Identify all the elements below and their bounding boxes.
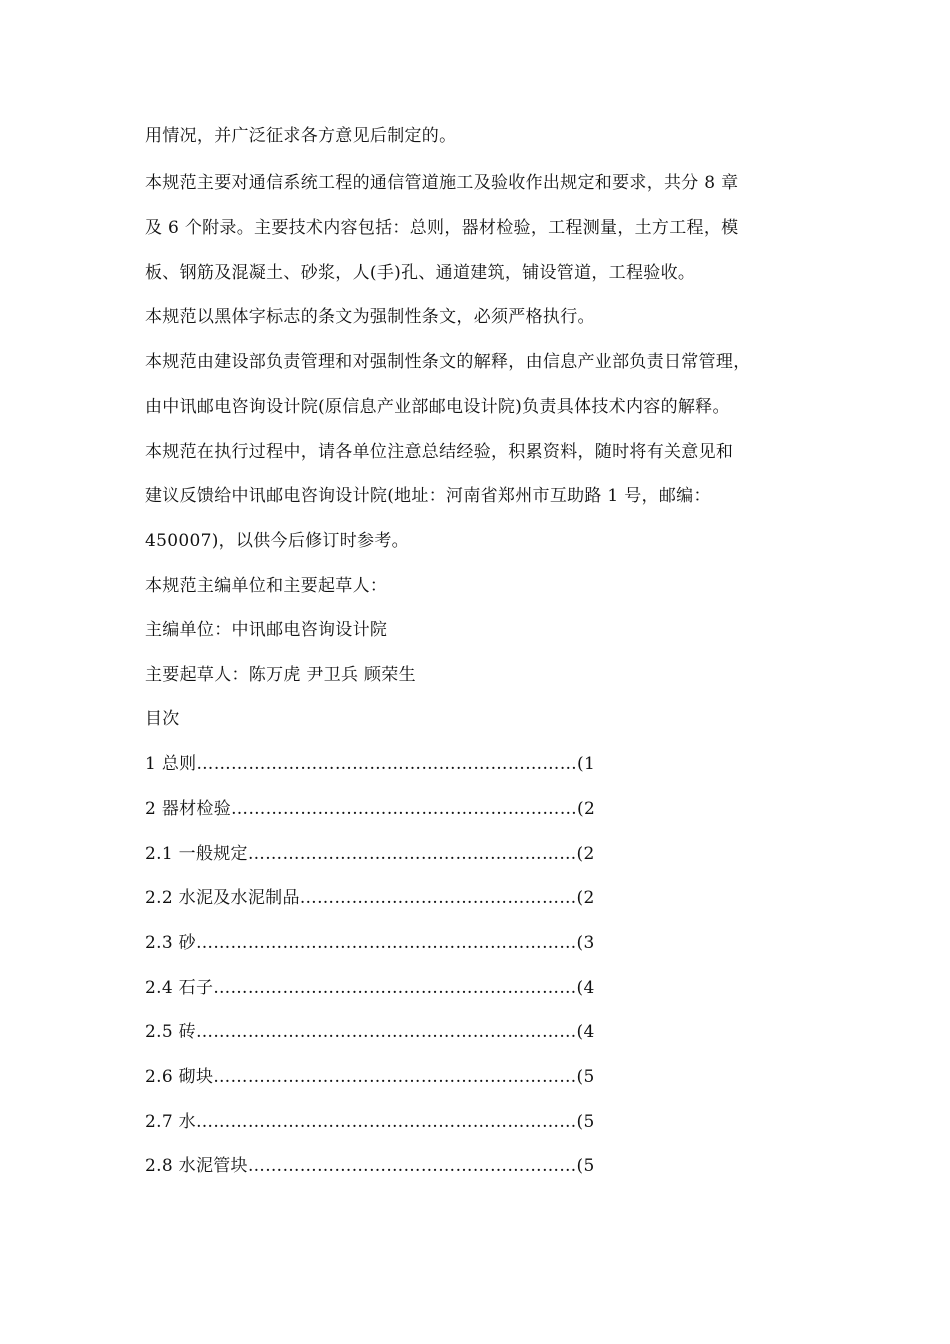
toc-entry[interactable]: 2.6 砌块………………………………………………………(5 [145,1067,595,1087]
toc-entry[interactable]: 2.4 石子………………………………………………………(4 [145,978,595,998]
text-line: 由中讯邮电咨询设计院(原信息产业部邮电设计院)负责具体技术内容的解释。 [145,397,730,417]
toc-entry[interactable]: 2 器材检验……………………………………………………(2 [145,799,596,819]
text-line: 本规范在执行过程中，请各单位注意总结经验，积累资料，随时将有关意见和 [145,442,734,462]
text-line: 建议反馈给中讯邮电咨询设计院(地址：河南省郑州市互助路 1 号，邮编： [145,486,711,506]
toc-entry[interactable]: 2.7 水…………………………………………………………(5 [145,1112,595,1132]
toc-entry[interactable]: 2.2 水泥及水泥制品…………………………………………(2 [145,888,595,908]
toc-entry[interactable]: 2.3 砂…………………………………………………………(3 [145,933,595,953]
toc-entry[interactable]: 2.8 水泥管块…………………………………………………(5 [145,1156,595,1176]
text-line: 450007)，以供今后修订时参考。 [145,531,409,551]
text-line: 本规范主要对通信系统工程的通信管道施工及验收作出规定和要求，共分 8 章 [145,173,739,193]
text-line: 本规范由建设部负责管理和对强制性条文的解释，由信息产业部负责日常管理， [145,352,751,372]
text-line: 主编单位：中讯邮电咨询设计院 [145,620,388,640]
text-line: 及 6 个附录。主要技术内容包括：总则，器材检验，工程测量，土方工程，模 [145,218,739,238]
text-line: 本规范主编单位和主要起草人： [145,576,388,596]
text-line: 本规范以黑体字标志的条文为强制性条文，必须严格执行。 [145,307,595,327]
text-line: 板、钢筋及混凝土、砂浆，人(手)孔、通道建筑，铺设管道，工程验收。 [145,263,696,283]
toc-entry[interactable]: 2.5 砖…………………………………………………………(4 [145,1022,595,1042]
text-line: 用情况，并广泛征求各方意见后制定的。 [145,126,457,146]
toc-heading: 目次 [145,709,180,729]
text-line: 主要起草人：陈万虎 尹卫兵 顾荣生 [145,665,416,685]
toc-entry[interactable]: 2.1 一般规定…………………………………………………(2 [145,844,595,864]
toc-entry[interactable]: 1 总则…………………………………………………………(1 [145,754,596,774]
